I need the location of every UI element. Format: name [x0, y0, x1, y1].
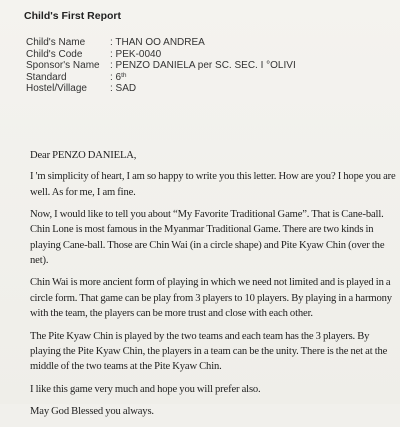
hostel-village-value: : SAD	[110, 83, 137, 95]
sponsor-name-value: : PENZO DANIELA per SC. SEC. I °OLIVI	[110, 60, 296, 72]
letter-paragraph-favorite-game: Now, I would like to tell you about “My Favorite Traditional Game”. That is Cane-ball. Chin Lone is most famous in the Myanmar Traditional Game. There are two kinds in playing Cane-ball. Those are Chin Wai (in a circle shape) and Pite Kyaw Chin (over the net).	[30, 209, 385, 266]
child-name-label: Child's Name	[26, 37, 86, 48]
info-row-hostel-village	[26, 83, 296, 95]
letter-body	[30, 148, 396, 427]
standard-label: Standard	[26, 71, 67, 83]
letter-paragraph-closing-wish: I like this game very much and hope you will prefer also.	[30, 383, 261, 395]
letter-paragraph-chin-wai: Chin Wai is more ancient form of playing in which we need not limited and is played in a circle form. That game can be play from 3 players to 10 players. By playing in a harmony with the team, the players can be more trust and close with each other.	[30, 277, 392, 320]
letter-paragraph-pite-kyaw-chin: The Pite Kyaw Chin is played by the two teams and each team has the 3 players. By playing the Pite Kyaw Chin, the players in a team can be the unity. There is the net at the middle of the two teams at the Pite Kyaw Chin.	[30, 330, 388, 373]
report-title: Child's First Report	[24, 10, 122, 22]
child-info-block	[26, 37, 296, 95]
child-name-value: : THAN OO ANDREA	[110, 37, 205, 48]
info-row-sponsor-name	[26, 60, 296, 72]
standard-ordinal-suffix: th	[121, 71, 127, 79]
letter-salutation: Dear PENZO DANIELA,	[30, 150, 137, 161]
child-code-value: : PEK-0040	[110, 48, 162, 60]
info-row-child-name	[26, 37, 296, 49]
info-row-standard	[26, 72, 296, 84]
letter-paragraph-greeting: I 'm simplicity of heart, I am so happy to write you this letter. How are you? I hope you are well. As for me, I am fine.	[30, 171, 396, 198]
sponsor-name-label: Sponsor's Name	[26, 60, 100, 72]
info-row-child-code	[26, 49, 296, 61]
hostel-village-label: Hostel/Village	[26, 83, 87, 95]
child-code-label: Child's Code	[26, 48, 83, 60]
standard-value: : 6	[110, 71, 122, 83]
letter-paragraph-blessing: May God Blessed you always.	[30, 406, 154, 418]
standard-value-wrap	[110, 72, 127, 84]
